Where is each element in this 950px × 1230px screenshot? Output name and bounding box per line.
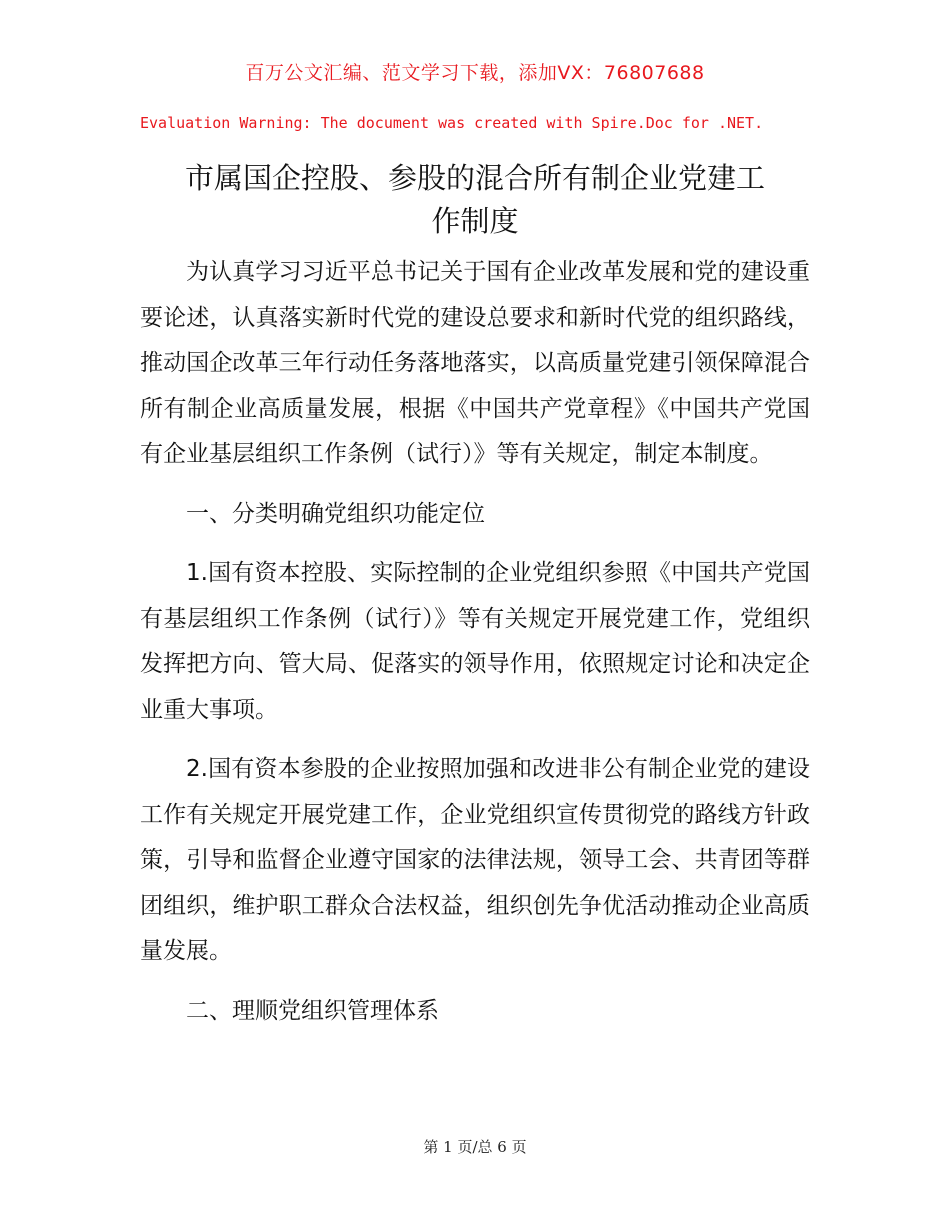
intro-paragraph: 为认真学习习近平总书记关于国有企业改革发展和党的建设重要论述，认真落实新时代党的建设总要求和新时代党的组织路线，推动国企改革三年行动任务落地落实，以高质量党建引领保障混合所有制企业高质量发展，根据《中国共产党章程》《中国共产党国有企业基层组织工作条例（试行）》等有关规定，制定本制度。 bbox=[140, 259, 810, 467]
section-heading-2: 二、理顺党组织管理体系 bbox=[186, 997, 439, 1024]
evaluation-warning: Evaluation Warning: The document was created with Spire.Doc for .NET. bbox=[140, 114, 764, 132]
document-title bbox=[140, 157, 810, 243]
promo-banner: 百万公文汇编、范文学习下载，添加VX：76807688 bbox=[245, 62, 705, 84]
section-heading-1: 一、分类明确党组织功能定位 bbox=[186, 500, 485, 527]
page-number: 第 1 页/总 6 页 bbox=[423, 1138, 527, 1156]
clause-paragraph-1: 1.国有资本控股、实际控制的企业党组织参照《中国共产党国有基层组织工作条例（试行）》等有关规定开展党建工作，党组织发挥把方向、管大局、促落实的领导作用，依照规定讨论和决定企业重大事项。 bbox=[140, 560, 810, 723]
document-body bbox=[140, 250, 810, 1048]
clause-paragraph-2: 2.国有资本参股的企业按照加强和改进非公有制企业党的建设工作有关规定开展党建工作，企业党组织宣传贯彻党的路线方针政策，引导和监督企业遵守国家的法律法规，领导工会、共青团等群团组织，维护职工群众合法权益，组织创先争优活动推动企业高质量发展。 bbox=[140, 756, 810, 964]
title-line-1: 市属国企控股、参股的混合所有制企业党建工 bbox=[184, 161, 765, 195]
title-line-2: 作制度 bbox=[431, 204, 519, 238]
